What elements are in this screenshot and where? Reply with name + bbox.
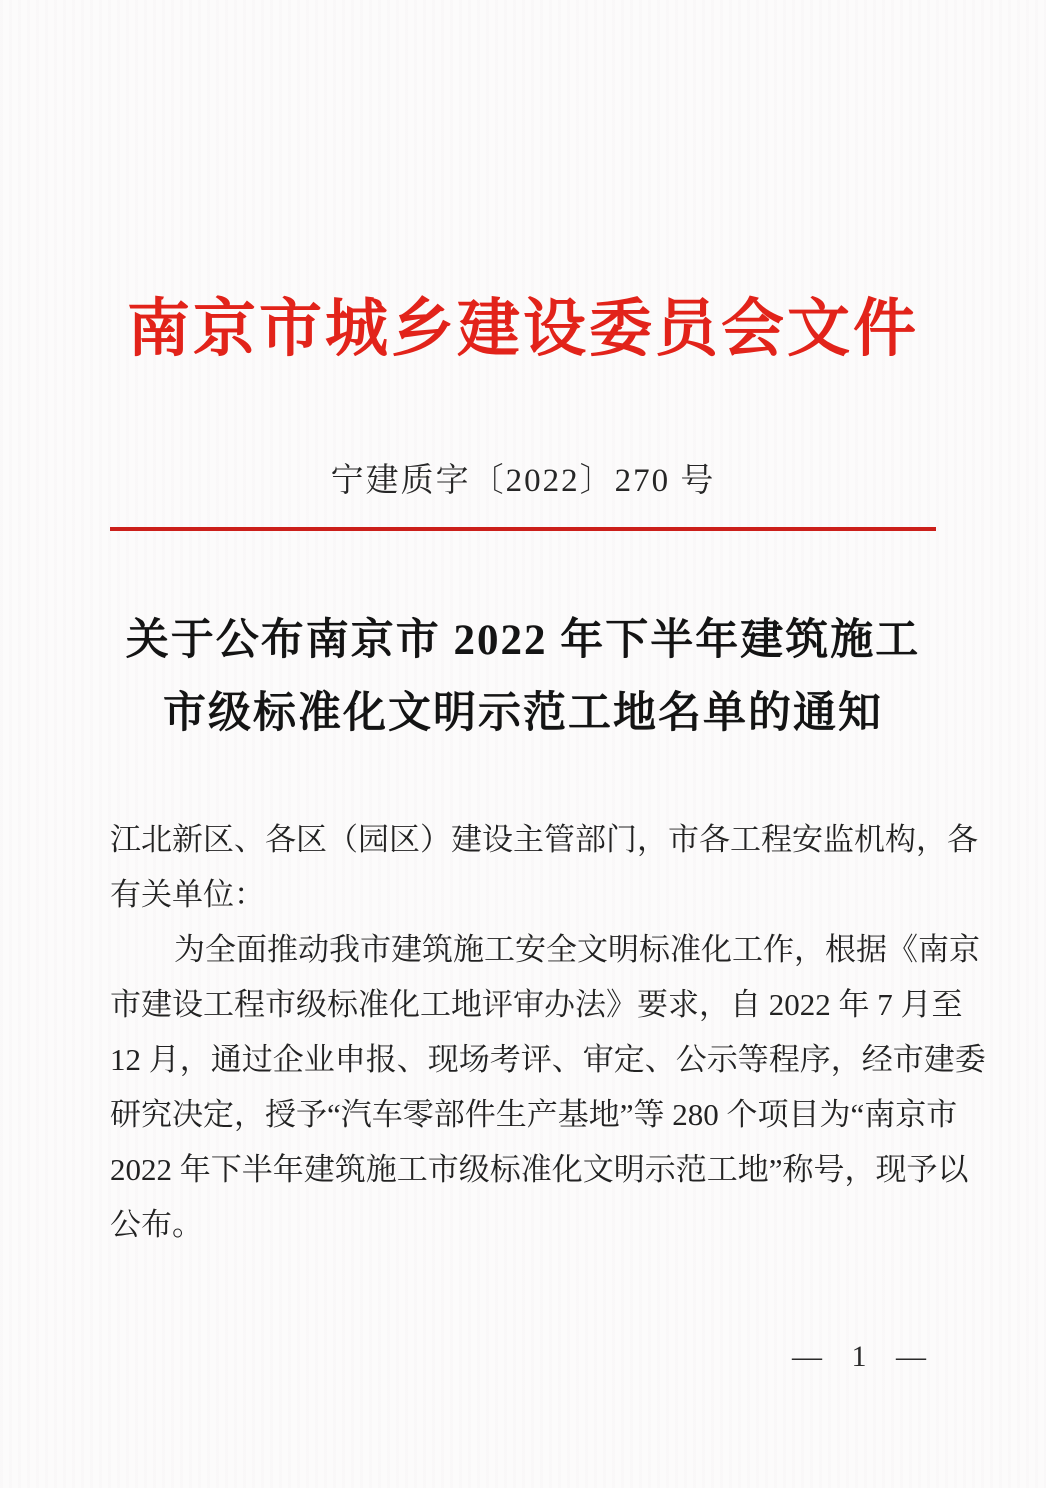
page-number: — 1 — — [792, 1340, 930, 1373]
document-reference-number: 宁建质字〔2022〕270 号 — [330, 463, 716, 499]
document-title-line-1: 关于公布南京市 2022 年下半年建筑施工 — [125, 617, 921, 664]
document-title-line-2: 市级标准化文明示范工地名单的通知 — [163, 690, 883, 737]
paragraph-line: 2022 年下半年建筑施工市级标准化文明示范工地”称号，现予以 — [110, 1152, 969, 1187]
letterhead-title: 南京市城乡建设委员会文件 — [127, 294, 919, 364]
paragraph-line: 研究决定，授予“汽车零部件生产基地”等 280 个项目为“南京市 — [110, 1097, 958, 1132]
paragraph-line: 市建设工程市级标准化工地评审办法》要求，自 2022 年 7 月至 — [110, 987, 963, 1022]
document-body — [110, 812, 986, 1252]
paragraph-line: 为全面推动我市建筑施工安全文明标准化工作，根据《南京 — [174, 932, 980, 967]
paragraph-line: 12 月，通过企业申报、现场考评、审定、公示等程序，经市建委 — [110, 1042, 986, 1077]
salutation-line: 有关单位： — [110, 877, 265, 912]
paragraph-line: 公布。 — [110, 1207, 203, 1242]
salutation-line: 江北新区、各区（园区）建设主管部门，市各工程安监机构，各 — [110, 822, 978, 857]
red-divider-rule — [110, 527, 936, 531]
document-title — [0, 604, 1046, 750]
